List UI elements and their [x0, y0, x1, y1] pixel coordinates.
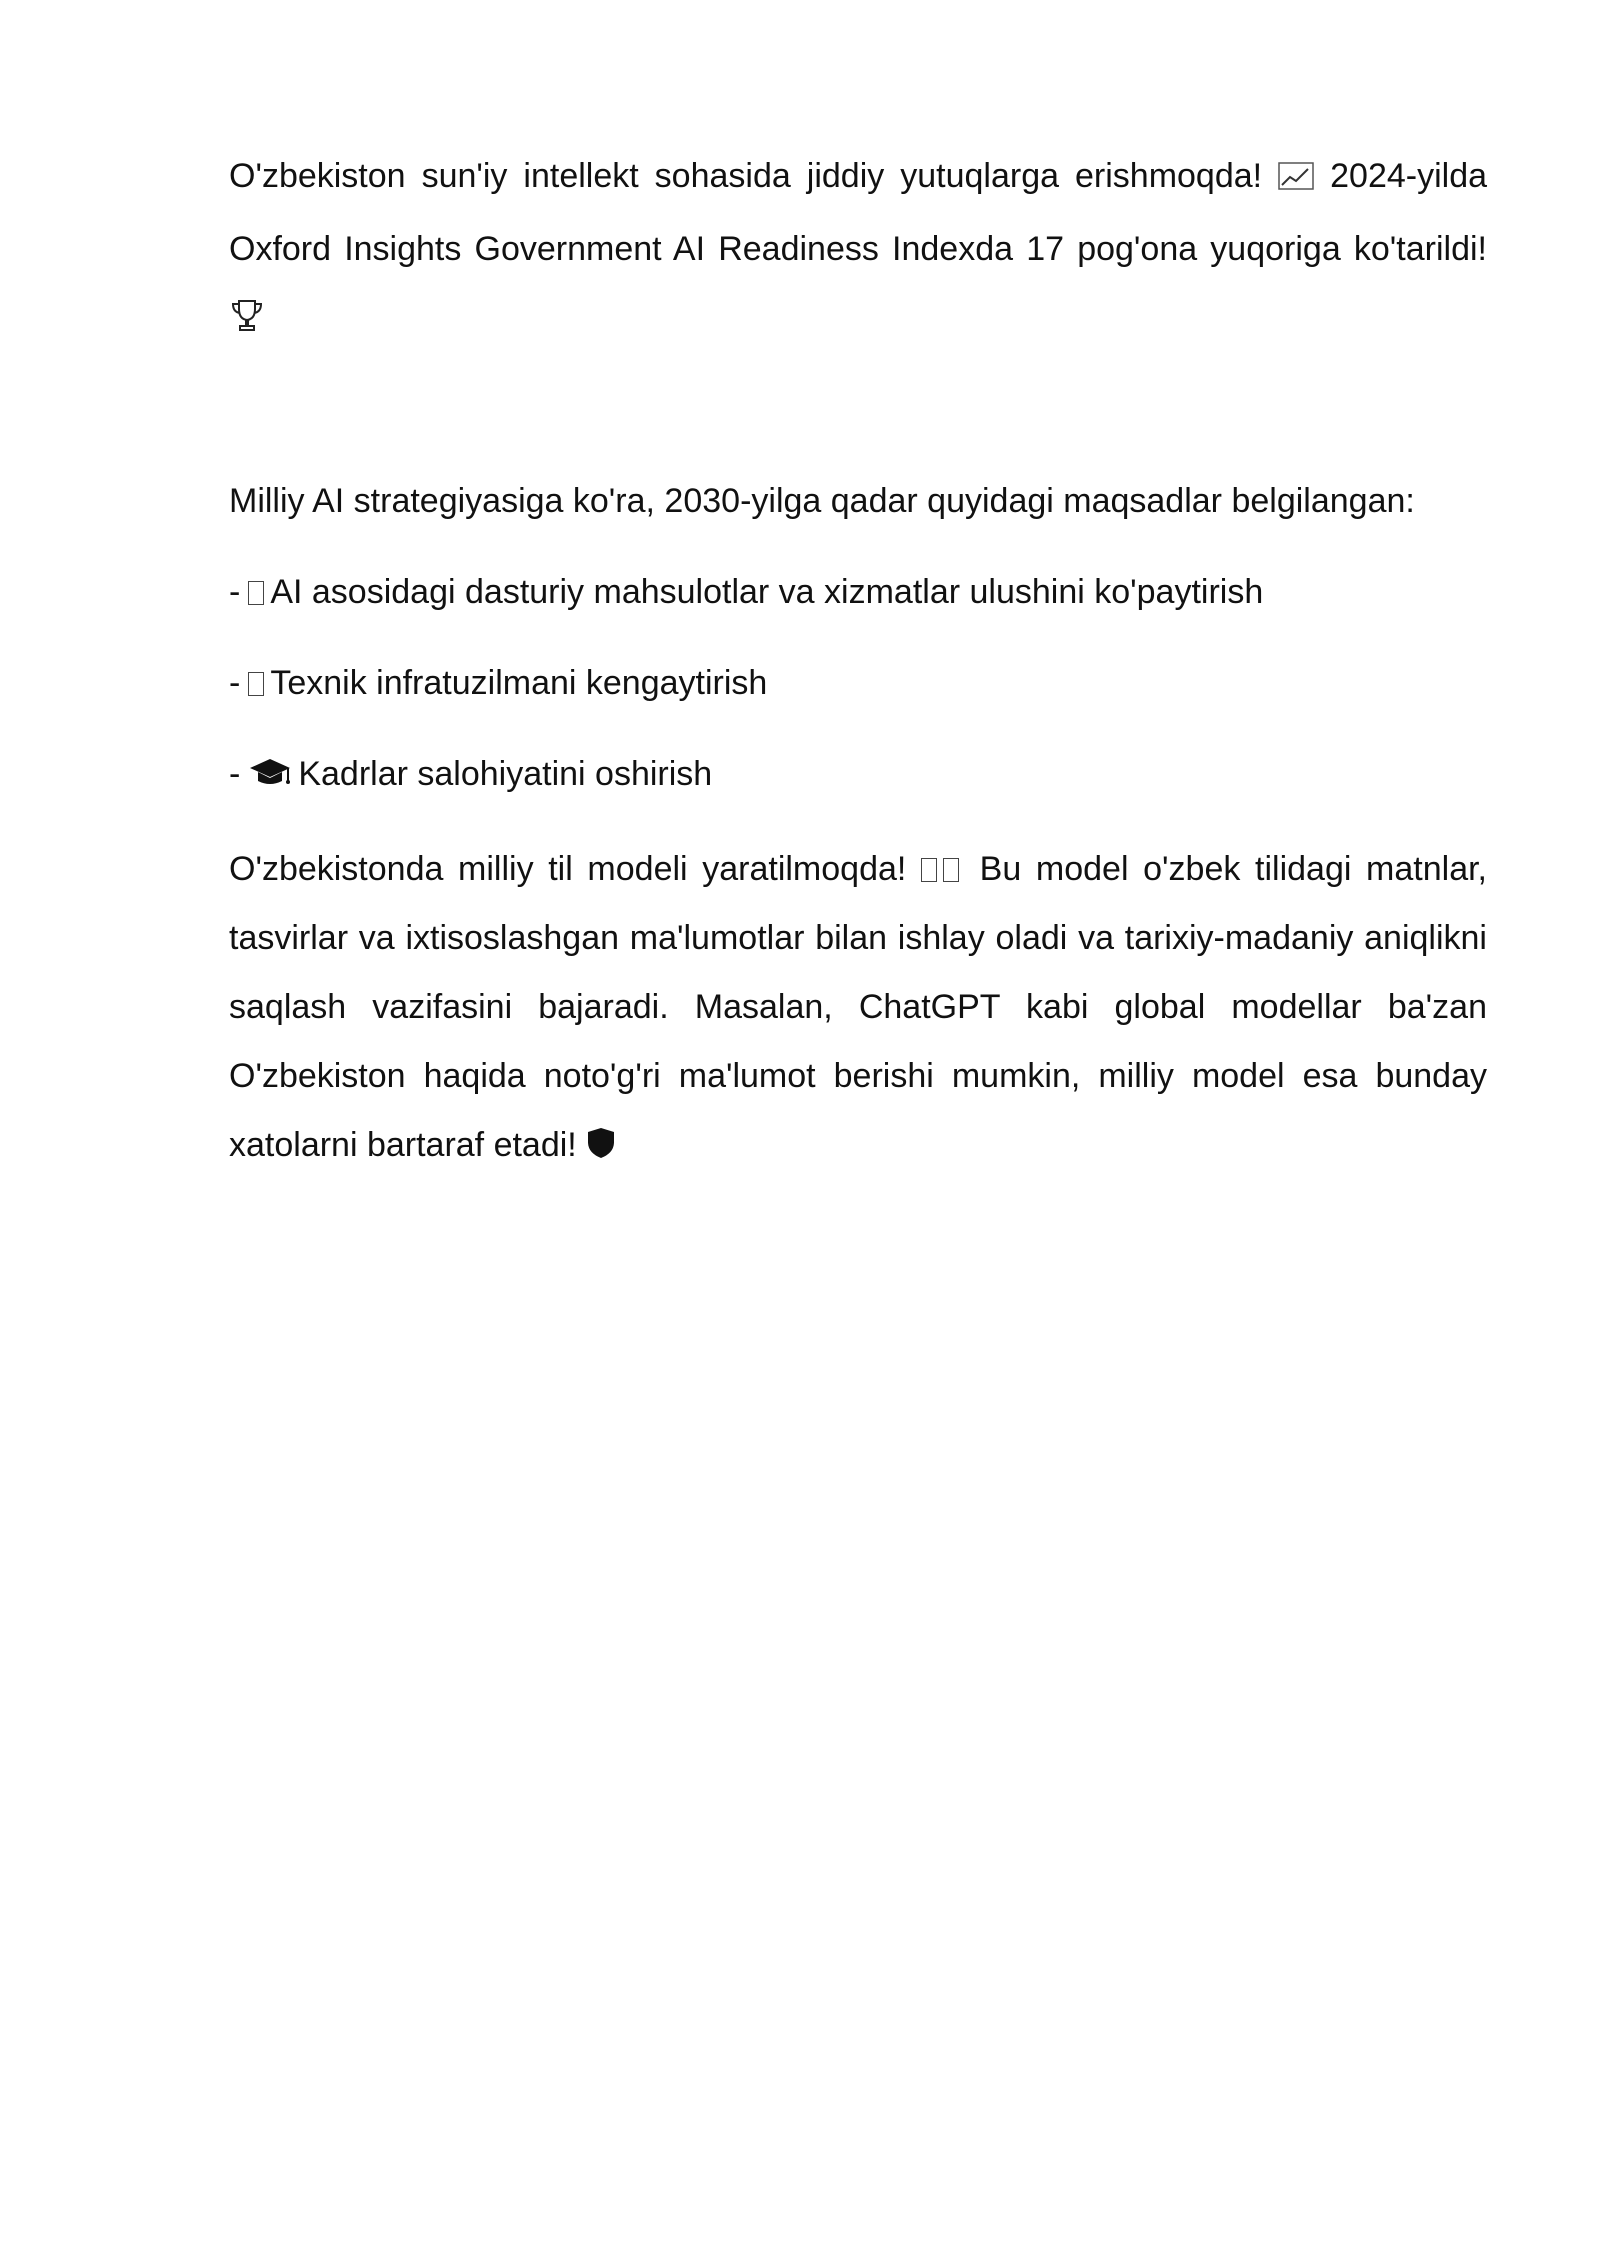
strategy-lead-text: Milliy AI strategiyasiga ko'ra, 2030-yilga qadar quyidagi maqsadlar belgilangan:	[229, 482, 1415, 520]
bullet-dash: -	[229, 573, 241, 611]
intro-text-2: 2024-yilda Oxford Insights Government AI Readiness Indexda 17 pog'ona yuqoriga ko'tarildi!	[229, 157, 1488, 268]
missing-glyph-pair-icon	[921, 850, 965, 888]
bullet-dash: -	[229, 664, 241, 702]
document-body	[229, 142, 1487, 1184]
graduation-cap-icon	[248, 744, 292, 813]
missing-glyph-icon	[921, 858, 937, 882]
trophy-icon	[229, 288, 265, 357]
chart-increasing-icon	[1278, 146, 1314, 215]
model-text-1: O'zbekistonda milliy til modeli yaratilmoqda!	[229, 850, 907, 888]
bullet-dash: -	[229, 755, 241, 793]
intro-text-1: O'zbekiston sun'iy intellekt sohasida jiddiy yutuqlarga erishmoqda!	[229, 157, 1263, 195]
missing-glyph-icon	[248, 672, 264, 696]
bullet-text: Texnik infratuzilmani kengaytirish	[270, 664, 768, 702]
missing-glyph-icon	[943, 858, 959, 882]
shield-icon	[586, 1115, 616, 1184]
bullet-text: Kadrlar salohiyatini oshirish	[298, 755, 713, 793]
list-item	[229, 558, 1487, 627]
list-item	[229, 740, 1487, 813]
intro-paragraph	[229, 142, 1487, 357]
model-text-2: Bu model o'zbek tilidagi matnlar, tasvirlar va ixtisoslashgan ma'lumotlar bilan ishlay oladi va tarixiy-madaniy aniqlikni saqlash vazifasini bajaradi. Masalan, ChatGPT kabi global modellar ba'zan O'zbekiston haqida noto'g'ri ma'lumot berishi mumkin, milliy model esa bunday xatolarni bartaraf etadi!	[229, 850, 1487, 1164]
bullet-text: AI asosidagi dasturiy mahsulotlar va xizmatlar ulushini ko'paytirish	[270, 573, 1264, 611]
missing-glyph-icon	[248, 581, 264, 605]
list-item	[229, 649, 1487, 718]
model-paragraph	[229, 835, 1487, 1184]
